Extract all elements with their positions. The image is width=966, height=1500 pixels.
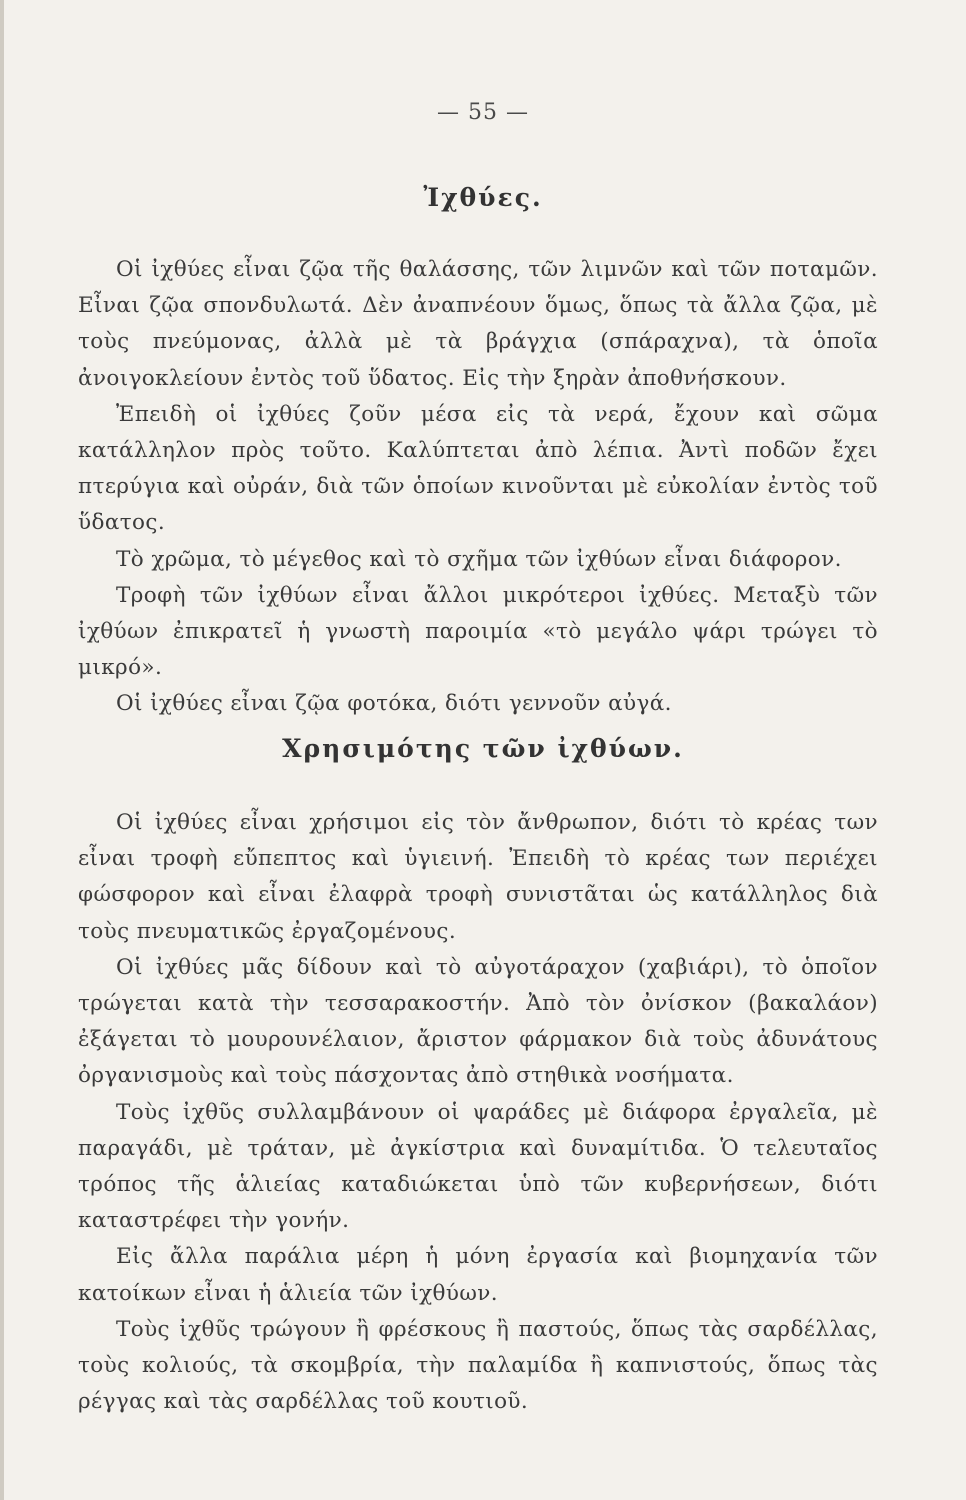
paragraph: Εἰς ἄλλα παράλια μέρη ἡ μόνη ἐργασία καὶ βιομηχανία τῶν κατοίκων εἶναι ἡ ἁλιεία τῶν ἰχθύων. [78, 1244, 878, 1306]
page-number: — 55 — [437, 100, 529, 125]
section-body-usefulness [78, 805, 878, 1420]
paragraph: Τοὺς ἰχθῦς συλλαμβάνουν οἱ ψαράδες μὲ διάφορα ἐργαλεῖα, μὲ παραγάδι, μὲ τράταν, μὲ ἀγκίστρια καὶ δυναμίτιδα. Ὁ τελευταῖος τρόπος τῆς ἁλιείας καταδιώκεται ὑπὸ τῶν κυβερνήσεων, διότι καταστρέφει τὴν γονήν. [78, 1099, 878, 1234]
section-body-fish [78, 252, 878, 723]
paragraph: Τὸ χρῶμα, τὸ μέγεθος καὶ τὸ σχῆμα τῶν ἰχθύων εἶναι διάφορον. [116, 546, 842, 572]
paragraph: Οἱ ἰχθύες εἶναι ζῷα τῆς θαλάσσης, τῶν λιμνῶν καὶ τῶν ποταμῶν. Εἶναι ζῷα σπονδυλωτά. Δὲν ἀναπνέουν ὅμως, ὅπως τὰ ἄλλα ζῷα, μὲ τοὺς πνεύμονας, ἀλλὰ μὲ τὰ βράγχια (σπάραχνα), τὰ ὁποῖα ἀνοιγοκλείουν ἐντὸς τοῦ ὕδατος. Εἰς τὴν ξηρὰν ἀποθνήσκουν. [78, 257, 878, 391]
paragraph: Ἐπειδὴ οἱ ἰχθύες ζοῦν μέσα εἰς τὰ νερά, ἔχουν καὶ σῶμα κατάλληλον πρὸς τοῦτο. Καλύπτεται ἀπὸ λέπια. Ἀντὶ ποδῶν ἔχει πτερύγια καὶ οὐράν, διὰ τῶν ὁποίων κινοῦνται μὲ εὐκολίαν ἐντὸς τοῦ ὕδατος. [78, 401, 878, 536]
section-heading-fish: Ἰχθύες. [423, 183, 543, 212]
paragraph: Τροφὴ τῶν ἰχθύων εἶναι ἄλλοι μικρότεροι ἰχθύες. Μεταξὺ τῶν ἰχθύων ἐπικρατεῖ ἡ γνωστὴ παροιμία «τὸ μεγάλο ψάρι τρώγει τὸ μικρό». [78, 582, 878, 681]
paragraph: Οἱ ἰχθύες μᾶς δίδουν καὶ τὸ αὐγοτάραχον (χαβιάρι), τὸ ὁποῖον τρώγεται κατὰ τὴν τεσσαρακοστήν. Ἀπὸ τὸν ὀνίσκον (βακαλάον) ἐξάγεται τὸ μουρουνέλαιον, ἄριστον φάρμακον διὰ τοὺς ἀδυνάτους ὀργανισμοὺς καὶ τοὺς πάσχοντας ἀπὸ στηθικὰ νοσήματα. [78, 954, 878, 1089]
paragraph: Οἱ ἰχθύες εἶναι χρήσιμοι εἰς τὸν ἄνθρωπον, διότι τὸ κρέας των εἶναι τροφὴ εὔπεπτος καὶ ὑγιεινή. Ἐπειδὴ τὸ κρέας των περιέχει φώσφορον καὶ εἶναι ἐλαφρὰ τροφὴ συνιστᾶται ὡς κατάλληλος διὰ τοὺς πνευματικῶς ἐργαζομένους. [78, 810, 878, 944]
section-heading-usefulness: Χρησιμότης τῶν ἰχθύων. [282, 734, 684, 763]
paragraph: Οἱ ἰχθύες εἶναι ζῷα φοτόκα, διότι γεννοῦν αὐγά. [116, 691, 672, 717]
paragraph: Τοὺς ἰχθῦς τρώγουν ἢ φρέσκους ἢ παστούς, ὅπως τὰς σαρδέλλας, τοὺς κολιούς, τὰ σκομβρία, τὴν παλαμίδα ἢ καπνιστούς, ὅπως τὰς ρέγγας καὶ τὰς σαρδέλλας τοῦ κουτιοῦ. [78, 1316, 878, 1415]
